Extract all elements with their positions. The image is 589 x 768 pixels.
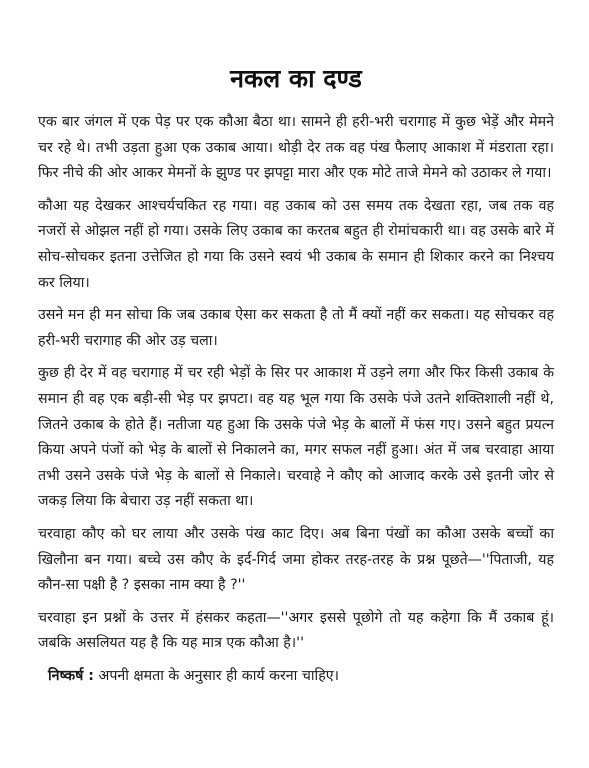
story-paragraph-1: एक बार जंगल में एक पेड़ पर एक कौआ बैठा था। सामने ही हरी-भरी चरागाह में कुछ भेड़ें और मेमने चर रहे थे। तभी उड़ता हुआ एक उकाब आया। थोड़ी देर तक वह पंख फैलाए आकाश में मंडराता रहा। फिर नीचे की ओर आकर मेमनों के झुण्ड पर झपट्टा मारा और एक मोटे ताजे मेमने को उठाकर ले गया। [38, 114, 554, 182]
story-paragraph-4: कुछ ही देर में वह चरागाह में चर रही भेड़ों के सिर पर आकाश में उड़ने लगा और फिर किसी उकाब के समान ही वह एक बड़ी-सी भेड़ पर झपटा। वह यह भूल गया कि उसके पंजे उतने शक्तिशाली नहीं थे, जितने उकाब के होते हैं। नतीजा यह हुआ कि उसके पंजे भेड़ के बालों में फंस गए। उसने बहुत प्रयत्न किया अपने पंजों को भेड़ के बालों से निकालने का, मगर सफल नहीं हुआ। अंत में जब चरवाहा आया तभी उसने उसके पंजे भेड़ के बालों से निकाले। चरवाहे ने कौए को आजाद करके उसे इतनी जोर से जकड़ लिया कि बेचारा उड़ नहीं सकता था। [38, 365, 554, 510]
story-title: नकल का दण्ड [230, 64, 362, 93]
story-paragraph-3: उसने मन ही मन सोचा कि जब उकाब ऐसा कर सकता है तो मैं क्यों नहीं कर सकता। यह सोचकर वह हरी-भरी चरागाह की ओर उड़ चला। [38, 307, 554, 349]
story-paragraph-6: चरवाहा इन प्रश्नों के उत्तर में हंसकर कहता—''अगर इससे पूछोगे तो यह कहेगा कि मैं उकाब हूं। जबकि असलियत यह है कि यह मात्र एक कौआ है।'' [38, 609, 554, 652]
conclusion-text: अपनी क्षमता के अनुसार ही कार्य करना चाहिए। [98, 667, 339, 684]
story-paragraph-5: चरवाहा कौए को घर लाया और उसके पंख काट दिए। अब बिना पंखों का कौआ उसके बच्चों का खिलौना बन गया। बच्चे उस कौए के इर्द-गिर्द जमा होकर तरह-तरह के प्रश्न पूछते—''पिताजी, यह कौन-सा पक्षी है ? इसका नाम क्या है ?'' [38, 525, 554, 594]
story-page [38, 62, 554, 689]
conclusion-label: निष्कर्ष : [48, 667, 94, 684]
story-conclusion [48, 664, 554, 690]
story-paragraph-2: कौआ यह देखकर आश्चर्यचकित रह गया। वह उकाब को उस समय तक देखता रहा, जब तक वह नजरों से ओझल नहीं हो गया। उसके लिए उकाब का करतब बहुत ही रोमांचकारी था। वह उसके बारे में सोच-सोचकर इतना उत्तेजित हो गया कि उसने स्वयं भी उकाब के समान ही शिकार करने का निश्चय कर लिया। [38, 197, 554, 291]
